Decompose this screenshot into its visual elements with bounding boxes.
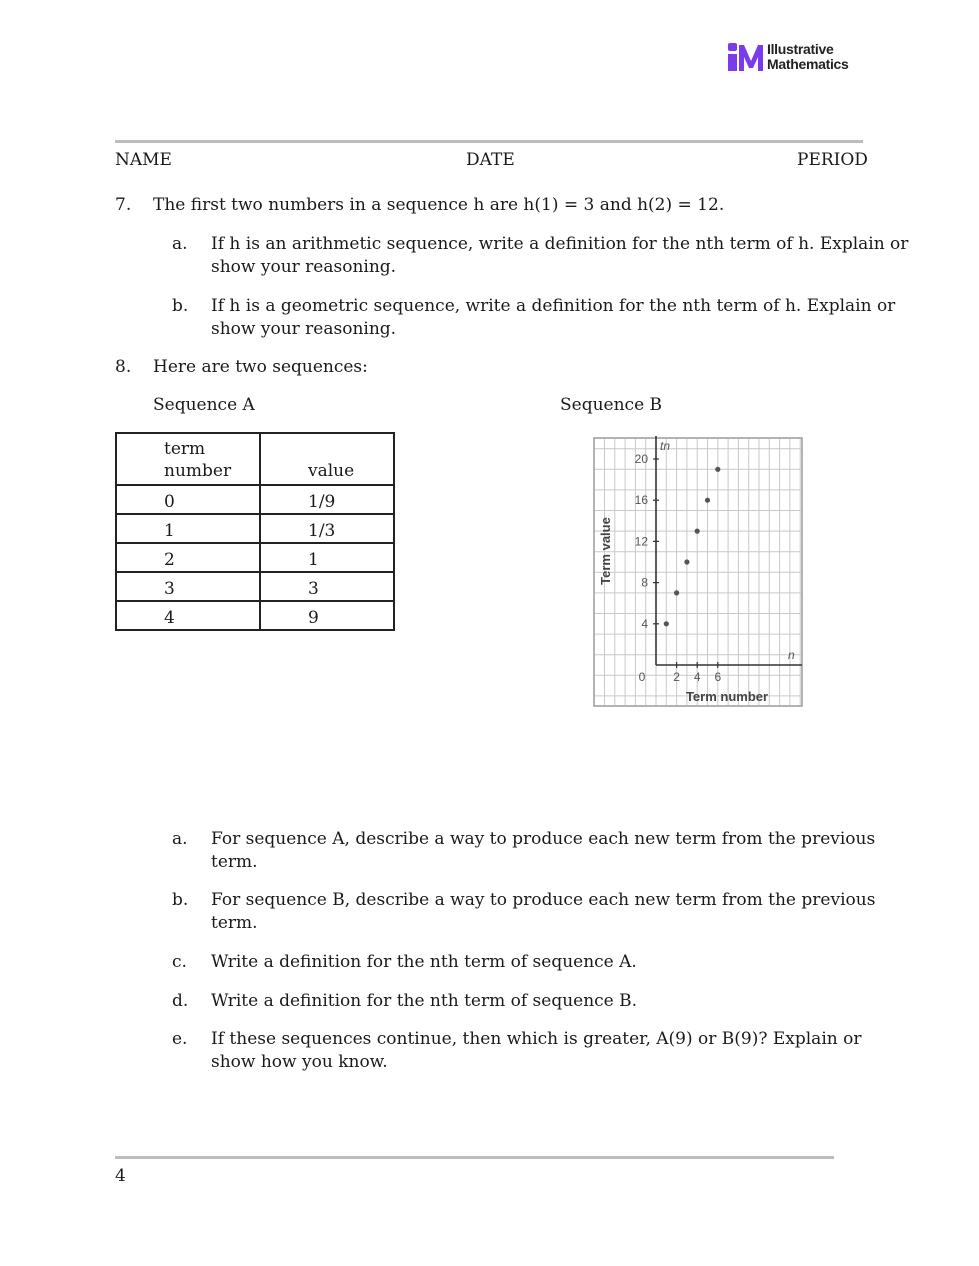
term-cell: 3 (116, 572, 260, 601)
value-cell: 1/3 (260, 514, 394, 543)
x-tick-label: 6 (714, 670, 722, 684)
term-cell: 1 (116, 514, 260, 543)
term-cell: 4 (116, 601, 260, 630)
y-tick-label: 8 (641, 575, 648, 590)
data-point (674, 590, 679, 595)
q8-a-line2: term. (211, 852, 258, 872)
logo-m-mark (739, 41, 763, 71)
name-label: NAME (115, 150, 172, 170)
q8-e-line2: show how you know. (211, 1052, 388, 1072)
x-tick-label: 2 (673, 670, 680, 684)
q8-d-line1: Write a definition for the nth term of sequence B. (211, 991, 638, 1011)
q8-stem: Here are two sequences: (153, 357, 368, 377)
value-cell: 3 (260, 572, 394, 601)
sequence-a-table (115, 432, 395, 631)
q7-b-marker: b. (172, 296, 189, 316)
value-cell: 1/9 (260, 485, 394, 514)
q8-a-marker: a. (172, 829, 188, 849)
data-point (705, 498, 710, 503)
header-rule (115, 140, 863, 143)
table-header-row (116, 433, 394, 485)
header-term-line1: term (164, 439, 206, 459)
data-point (684, 559, 689, 564)
logo-text (767, 42, 849, 72)
value-cell: 1 (260, 543, 394, 572)
q8-a-line1: For sequence A, describe a way to produce each new term from the previous (211, 829, 876, 849)
q8-b-line2: term. (211, 913, 258, 933)
q7-a-line1: If h is an arithmetic sequence, write a definition for the nth term of h. Explain or (211, 234, 909, 254)
value-cell: 9 (260, 601, 394, 630)
y-tick-label: 16 (634, 493, 648, 508)
q7-number: 7. (115, 195, 132, 215)
footer-rule (115, 1156, 834, 1159)
term-cell: 0 (116, 485, 260, 514)
data-point (715, 467, 720, 472)
table-row (116, 601, 394, 630)
x-tick-label: 4 (693, 670, 701, 684)
y-tick-label: 4 (641, 616, 648, 631)
y-axis-title: Term value (598, 517, 613, 585)
q8-number: 8. (115, 357, 132, 377)
table-row (116, 572, 394, 601)
y-axis-var (660, 439, 670, 453)
logo-i-mark (727, 41, 738, 73)
y-axis-var-label: tn (660, 439, 671, 453)
q8-b-line1: For sequence B, describe a way to produce each new term from the previous (211, 890, 876, 910)
sequence-b-caption: Sequence B (560, 395, 663, 415)
illustrative-mathematics-logo (727, 41, 867, 73)
y-tick-label: 12 (634, 534, 648, 549)
header-term-number (116, 433, 260, 485)
y-tick-label: 20 (634, 452, 648, 466)
header-term-line2: number (164, 461, 232, 481)
q7-b-line1: If h is a geometric sequence, write a definition for the nth term of h. Explain or (211, 296, 896, 316)
x-axis-var: n (788, 648, 795, 662)
date-label: DATE (466, 150, 515, 170)
q8-c-line1: Write a definition for the nth term of sequence A. (211, 952, 637, 972)
logo-text-line1: Illustrative (767, 41, 834, 57)
data-point (664, 621, 669, 626)
q7-stem: The first two numbers in a sequence h are h(1) = 3 and h(2) = 12. (153, 195, 725, 215)
term-cell: 2 (116, 543, 260, 572)
q8-d-marker: d. (172, 991, 189, 1011)
period-label: PERIOD (797, 150, 868, 170)
table-row (116, 543, 394, 572)
q8-b-marker: b. (172, 890, 189, 910)
x-tick-label: 0 (638, 670, 646, 684)
header-value: value (260, 433, 394, 485)
logo-text-line2: Mathematics (767, 56, 849, 72)
data-point (695, 529, 700, 534)
sequence-a-caption: Sequence A (153, 395, 255, 415)
q8-c-marker: c. (172, 952, 187, 972)
q8-e-line1: If these sequences continue, then which is greater, A(9) or B(9)? Explain or (211, 1029, 862, 1049)
sequence-b-graph (592, 436, 804, 708)
table-row (116, 485, 394, 514)
q7-a-line2: show your reasoning. (211, 257, 397, 277)
x-axis-title: Term number (685, 689, 769, 704)
q7-b-line2: show your reasoning. (211, 319, 397, 339)
table-row (116, 514, 394, 543)
q7-a-marker: a. (172, 234, 188, 254)
q8-e-marker: e. (172, 1029, 188, 1049)
page-number: 4 (115, 1166, 126, 1186)
